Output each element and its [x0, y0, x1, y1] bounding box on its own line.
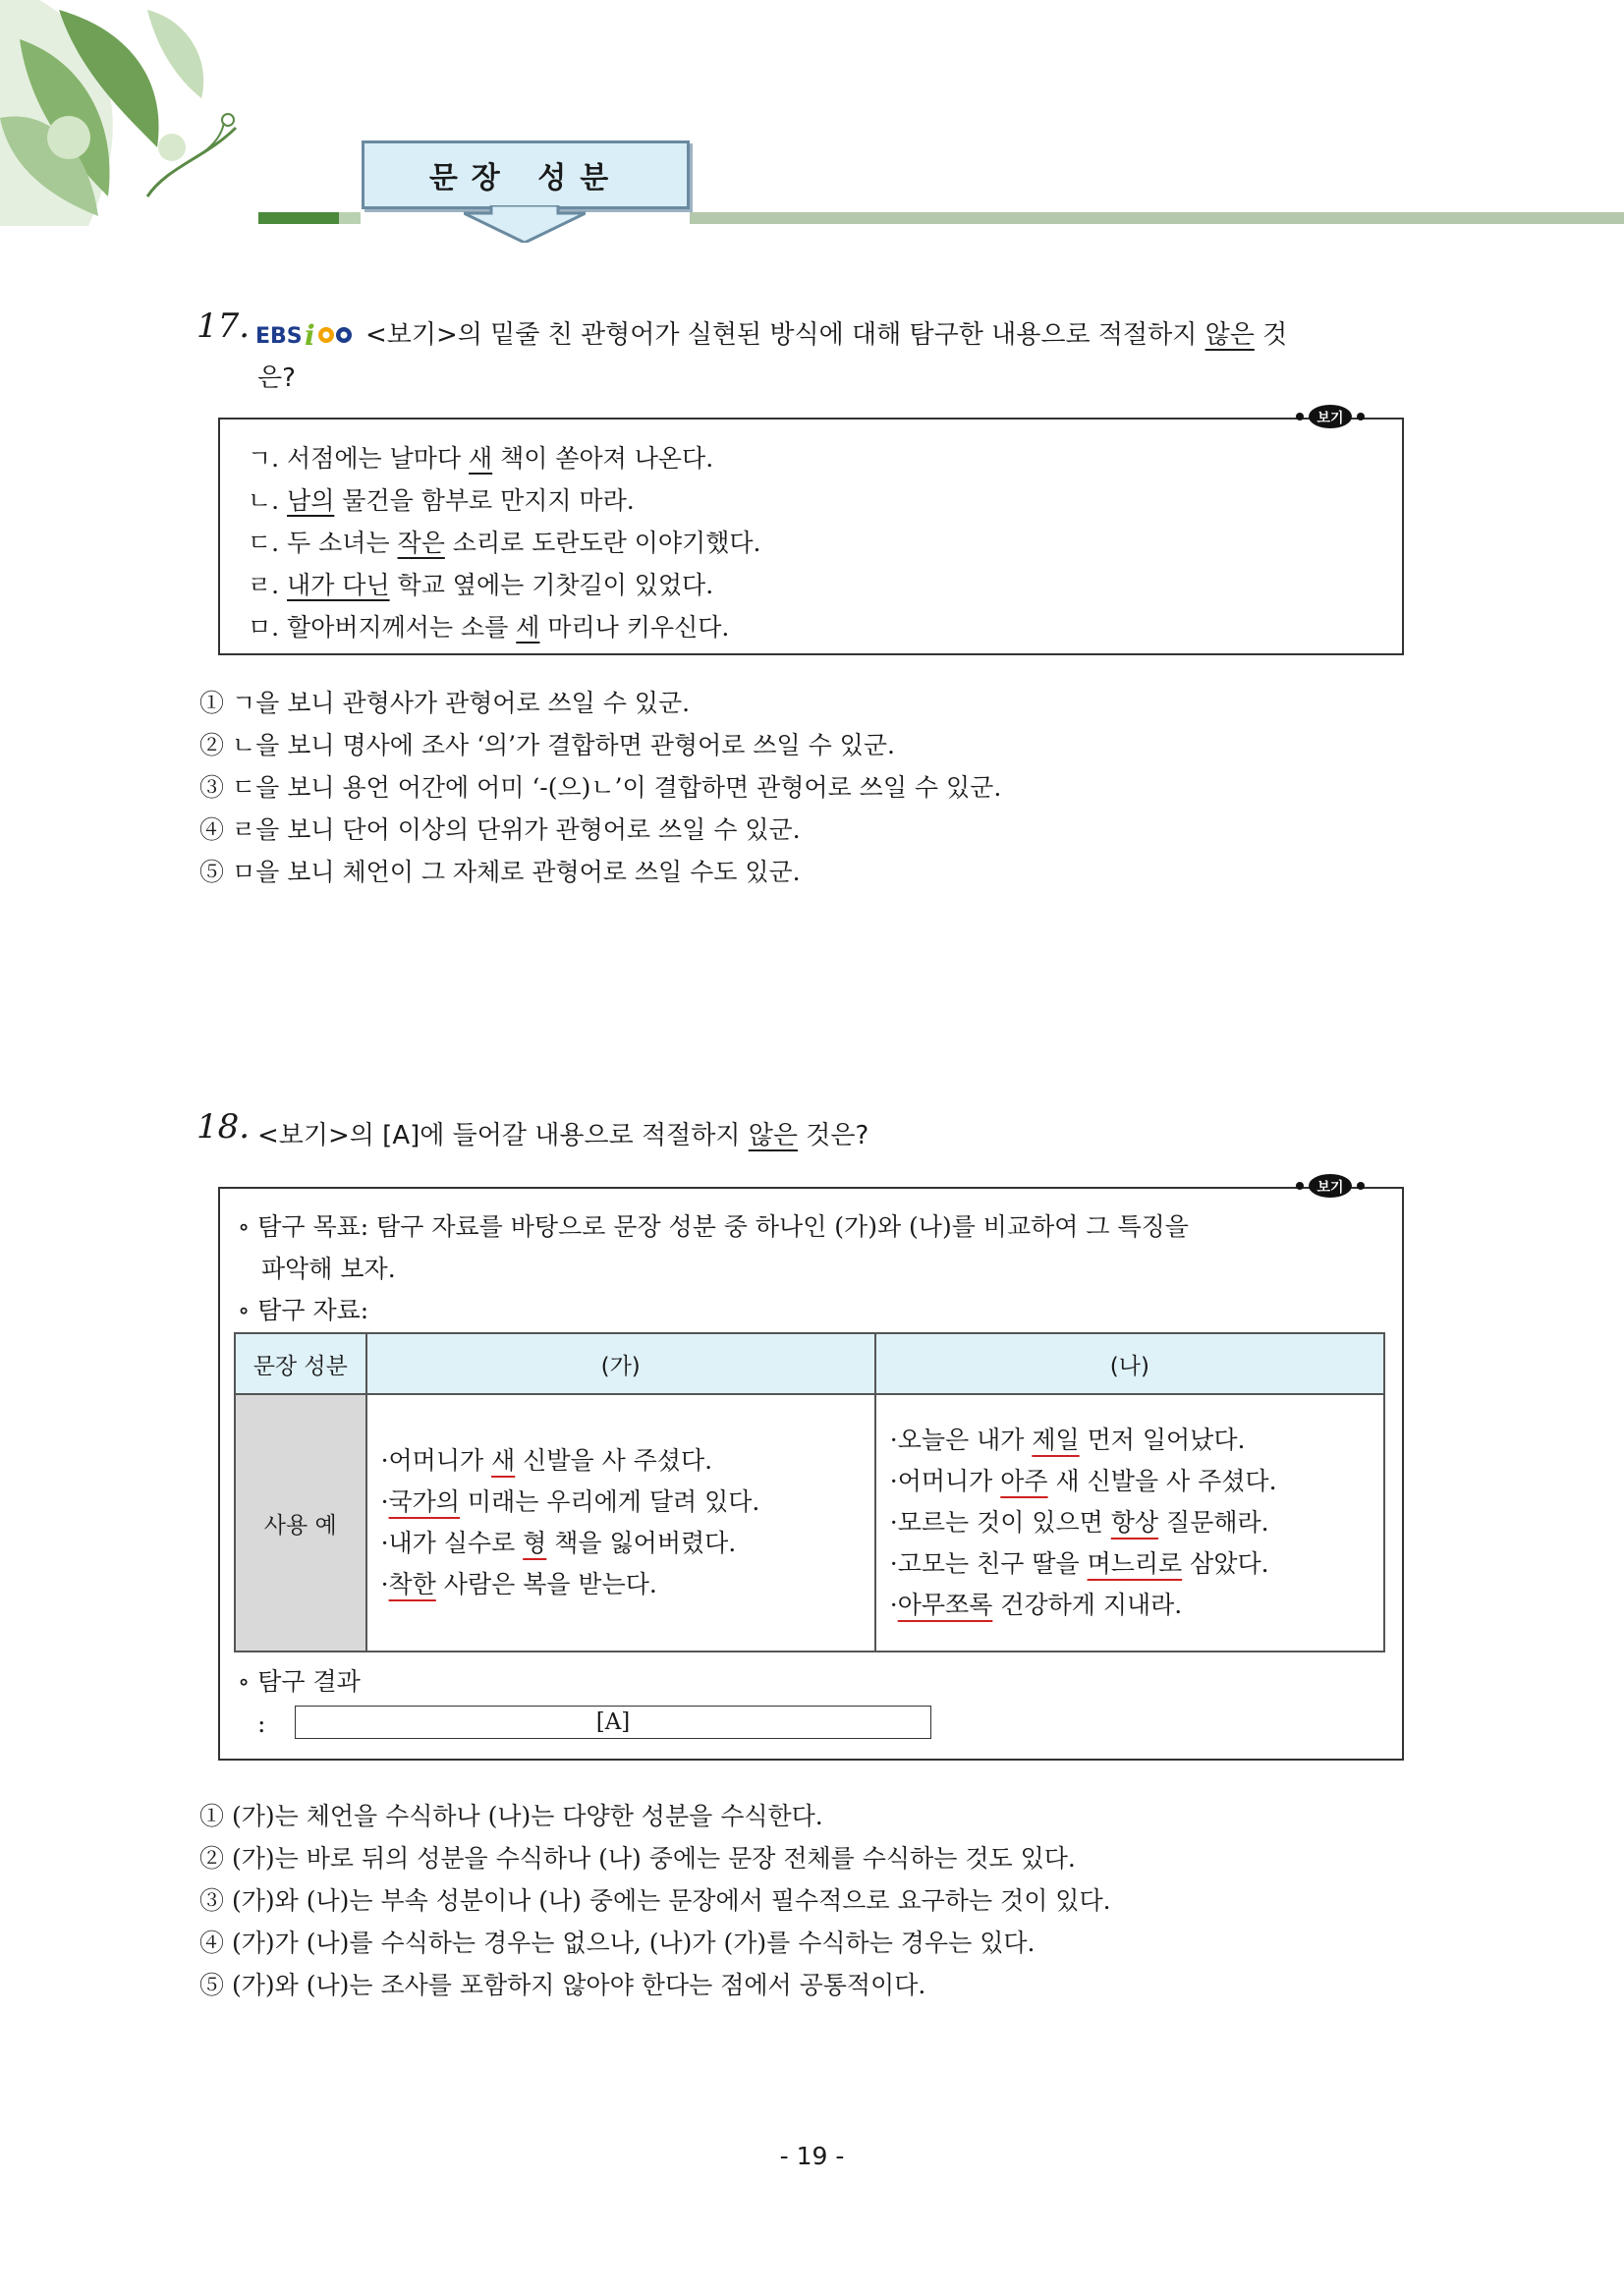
goal-text: ∘ 탐구 목표: 탐구 자료를 바탕으로 문장 성분 중 하나인 (가)와 (나)를 비교하여 그 특징을 [238, 1212, 1189, 1241]
header-rule-accent-light [339, 212, 361, 224]
bogi-line: ㄱ. 서점에는 날마다 새 책이 쏟아져 나온다. [248, 444, 714, 473]
question-stem [365, 314, 1287, 351]
example-sentence: ·어머니가 아주 새 신발을 사 주셨다. [889, 1467, 1277, 1495]
ebsi-logo [253, 315, 356, 351]
bogi-badge-icon [1295, 1173, 1366, 1199]
answer-option-2[interactable]: ② (가)는 바로 뒤의 성분을 수식하나 (나) 중에는 문장 전체를 수식하는 것도 있다. [199, 1844, 1076, 1873]
question-stem-text: <보기>의 밑줄 친 관형어가 실현된 방식에 대해 탐구한 내용으로 적절하지 [365, 320, 1205, 350]
question-stem-text-end: 것 [1254, 320, 1288, 350]
question-number: 17. [196, 307, 251, 346]
page-number: - 19 - [779, 2142, 845, 2170]
answer-option-4[interactable]: ④ ㄹ을 보니 단어 이상의 단위가 관형어로 쓰일 수 있군. [199, 815, 801, 844]
result-label: ∘ 탐구 결과 [238, 1667, 361, 1696]
answer-option-2[interactable]: ② ㄴ을 보니 명사에 조사 ‘의’가 결합하면 관형어로 쓰일 수 있군. [199, 731, 895, 759]
example-sentence: ·국가의 미래는 우리에게 달려 있다. [380, 1487, 760, 1516]
question-stem-continued: 은? [257, 364, 296, 393]
answer-option-1[interactable]: ① ㄱ을 보니 관형사가 관형어로 쓰일 수 있군. [199, 689, 691, 717]
bogi-line: ㅁ. 할아버지께서는 소를 세 마리나 키우신다. [248, 613, 730, 642]
answer-option-3[interactable]: ③ (가)와 (나)는 부속 성분이나 (나) 중에는 문장에서 필수적으로 요구하는 것이 있다. [199, 1886, 1111, 1915]
answer-option-3[interactable]: ③ ㄷ을 보니 용언 어간에 어미 ‘-(으)ㄴ’이 결합하면 관형어로 쓰일 수 있군. [199, 773, 1002, 802]
header-rule [690, 212, 1624, 224]
comparison-table [234, 1332, 1385, 1652]
goal-text-continued: 파악해 보자. [261, 1255, 396, 1283]
bogi-line: ㄷ. 두 소녀는 작은 소리로 도란도란 이야기했다. [248, 529, 761, 557]
material-label: ∘ 탐구 자료: [238, 1296, 369, 1324]
example-sentence: ·착한 사람은 복을 받는다. [380, 1570, 657, 1598]
table-cell-na [875, 1394, 1384, 1652]
table-header-ga: (가) [366, 1333, 875, 1394]
bogi-badge-label: 보기 [1316, 1180, 1344, 1196]
example-sentence: ·어머니가 새 신발을 사 주셨다. [380, 1446, 713, 1475]
bogi-badge-icon [1295, 404, 1366, 429]
question-stem-text: <보기>의 [A]에 들어갈 내용으로 적절하지 [257, 1121, 749, 1150]
table-cell-ga [366, 1394, 875, 1652]
question-number: 18. [196, 1107, 251, 1147]
example-sentence: ·아무쪼록 건강하게 지내라. [889, 1591, 1183, 1619]
table-row-label: 사용 예 [235, 1394, 366, 1652]
example-sentence: ·내가 실수로 형 책을 잃어버렸다. [380, 1529, 737, 1557]
svg-text:i: i [305, 319, 315, 351]
example-sentence: ·오늘은 내가 제일 먼저 일어났다. [889, 1426, 1246, 1454]
answer-option-5[interactable]: ⑤ ㅁ을 보니 체언이 그 자체로 관형어로 쓰일 수도 있군. [199, 858, 801, 886]
table-header-na: (나) [875, 1333, 1384, 1394]
corner-leaf-illustration [0, 0, 255, 231]
result-colon: : [257, 1709, 266, 1738]
answer-option-4[interactable]: ④ (가)가 (나)를 수식하는 경우는 없으나, (나)가 (가)를 수식하는 경우는 있다. [199, 1929, 1036, 1957]
svg-text:EBS: EBS [255, 324, 303, 349]
bogi-line: ㄴ. 남의 물건을 함부로 만지지 마라. [248, 486, 635, 515]
header-rule-accent [258, 212, 339, 224]
question-stem-emphasis: 않은 [1204, 320, 1255, 350]
chevron-down-icon [464, 205, 586, 243]
answer-option-1[interactable]: ① (가)는 체언을 수식하나 (나)는 다양한 성분을 수식한다. [199, 1802, 823, 1830]
answer-option-5[interactable]: ⑤ (가)와 (나)는 조사를 포함하지 않아야 한다는 점에서 공통적이다. [199, 1971, 926, 1999]
bogi-line: ㄹ. 내가 다닌 학교 옆에는 기찻길이 있었다. [248, 571, 714, 599]
question-stem-text-end: 것은? [797, 1121, 869, 1150]
question-stem [257, 1115, 868, 1151]
bogi-badge-label: 보기 [1316, 411, 1344, 426]
example-sentence: ·모르는 것이 있으면 항상 질문해라. [889, 1508, 1269, 1537]
example-sentence: ·고모는 친구 딸을 며느리로 삼았다. [889, 1549, 1269, 1578]
bogi-box [218, 418, 1404, 655]
table-header-component: 문장 성분 [235, 1333, 366, 1394]
question-stem-emphasis: 않은 [748, 1121, 798, 1150]
section-title: 문장 성분 [362, 140, 690, 209]
result-answer-field: [A] [295, 1706, 931, 1739]
